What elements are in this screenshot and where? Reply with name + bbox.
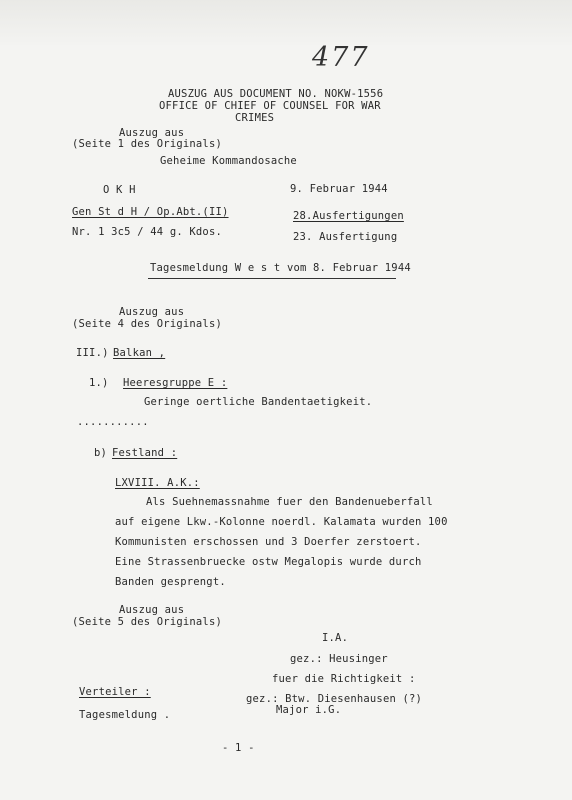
- body-line-2: auf eigene Lkw.-Kolonne noerdl. Kalamata wurden 100: [115, 516, 448, 528]
- section-3-number: III.): [76, 347, 109, 359]
- section-3-label: Balkan ,: [113, 347, 166, 359]
- body-line-3: Kommunisten erschossen und 3 Doerfer zerstoert.: [115, 536, 422, 548]
- signature-rank: Major i.G.: [276, 704, 342, 716]
- header-line-1: AUSZUG AUS DOCUMENT NO. NOKW-1556: [168, 88, 384, 100]
- body-line-4: Eine Strassenbruecke ostw Megalopis wurde durch: [115, 556, 422, 568]
- distribution-item: Tagesmeldung .: [79, 709, 171, 721]
- copy-number: 23. Ausfertigung: [293, 231, 398, 243]
- omission-dots: ...........: [77, 416, 149, 428]
- header-line-3: CRIMES: [235, 112, 275, 124]
- body-line-1: Als Suehnemassnahme fuer den Bandenueberfall: [146, 496, 433, 508]
- classification: Geheime Kommandosache: [160, 155, 297, 167]
- item-1-text: Geringe oertliche Bandentaetigkeit.: [144, 396, 373, 408]
- scan-shadow: [0, 0, 572, 48]
- report-title-rule: [148, 278, 396, 279]
- corps-label: LXVIII. A.K.:: [115, 477, 200, 489]
- okh-label: O K H: [103, 184, 136, 196]
- extract-1-line-2: (Seite 1 des Originals): [72, 138, 222, 150]
- extract-3-line-1: Auszug aus: [119, 604, 185, 616]
- signature-correct: fuer die Richtigkeit :: [272, 673, 416, 685]
- copies-count: 28.Ausfertigungen: [293, 210, 404, 222]
- body-line-5: Banden gesprengt.: [115, 576, 226, 588]
- signature-signer: gez.: Heusinger: [290, 653, 388, 665]
- extract-2-line-2: (Seite 4 des Originals): [72, 318, 222, 330]
- header-line-2: OFFICE OF CHIEF OF COUNSEL FOR WAR: [159, 100, 381, 112]
- document-number: Nr. 1 3c5 / 44 g. Kdos.: [72, 226, 222, 238]
- document-date: 9. Februar 1944: [290, 183, 388, 195]
- report-title: Tagesmeldung W e s t vom 8. Februar 1944: [150, 262, 411, 274]
- page-number: - 1 -: [222, 742, 255, 754]
- extract-3-line-2: (Seite 5 des Originals): [72, 616, 222, 628]
- item-b-number: b): [94, 447, 108, 459]
- item-b-label: Festland :: [112, 447, 178, 459]
- extract-1-line-1: Auszug aus: [119, 127, 185, 139]
- item-1-number: 1.): [89, 377, 109, 389]
- signature-certifier: gez.: Btw. Diesenhausen (?): [246, 693, 423, 705]
- signature-ia: I.A.: [322, 632, 349, 644]
- distribution-label: Verteiler :: [79, 686, 151, 698]
- item-1-label: Heeresgruppe E :: [123, 377, 228, 389]
- office-label: Gen St d H / Op.Abt.(II): [72, 206, 229, 218]
- handwritten-page-number: 477: [312, 42, 370, 73]
- extract-2-line-1: Auszug aus: [119, 306, 185, 318]
